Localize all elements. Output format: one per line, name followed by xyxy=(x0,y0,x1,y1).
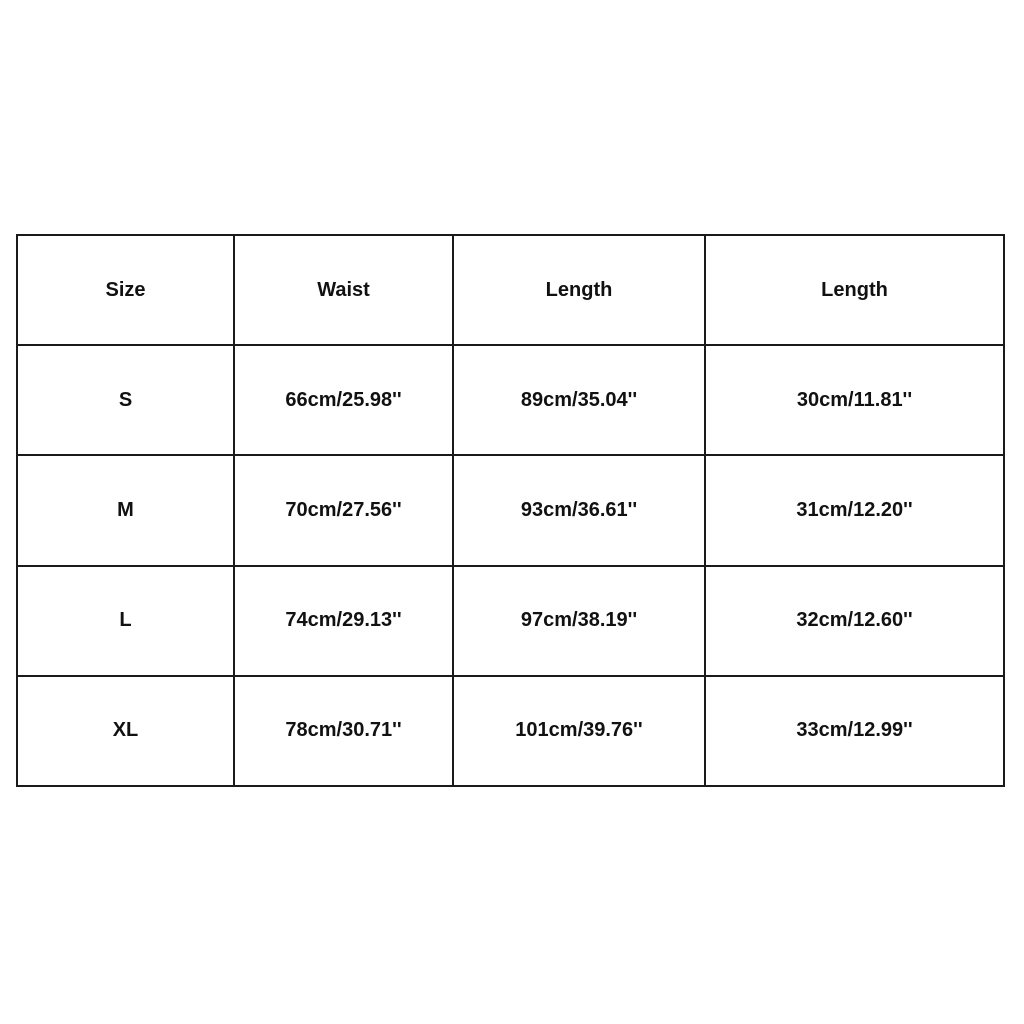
cell-waist: 78cm/30.71'' xyxy=(234,676,453,786)
cell-length: 93cm/36.61'' xyxy=(453,455,705,565)
size-chart-table xyxy=(16,234,1005,787)
header-size: Size xyxy=(17,235,234,345)
cell-waist: 70cm/27.56'' xyxy=(234,455,453,565)
table-row xyxy=(17,676,1004,786)
table-row xyxy=(17,566,1004,676)
header-length-2: Length xyxy=(705,235,1004,345)
cell-length-2: 32cm/12.60'' xyxy=(705,566,1004,676)
header-waist: Waist xyxy=(234,235,453,345)
table-header-row xyxy=(17,235,1004,345)
cell-size: XL xyxy=(17,676,234,786)
header-length: Length xyxy=(453,235,705,345)
cell-waist: 74cm/29.13'' xyxy=(234,566,453,676)
cell-length-2: 30cm/11.81'' xyxy=(705,345,1004,455)
table-row xyxy=(17,345,1004,455)
cell-size: L xyxy=(17,566,234,676)
cell-length: 97cm/38.19'' xyxy=(453,566,705,676)
cell-size: S xyxy=(17,345,234,455)
table-row xyxy=(17,455,1004,565)
cell-waist: 66cm/25.98'' xyxy=(234,345,453,455)
cell-size: M xyxy=(17,455,234,565)
cell-length-2: 33cm/12.99'' xyxy=(705,676,1004,786)
cell-length: 101cm/39.76'' xyxy=(453,676,705,786)
cell-length: 89cm/35.04'' xyxy=(453,345,705,455)
cell-length-2: 31cm/12.20'' xyxy=(705,455,1004,565)
